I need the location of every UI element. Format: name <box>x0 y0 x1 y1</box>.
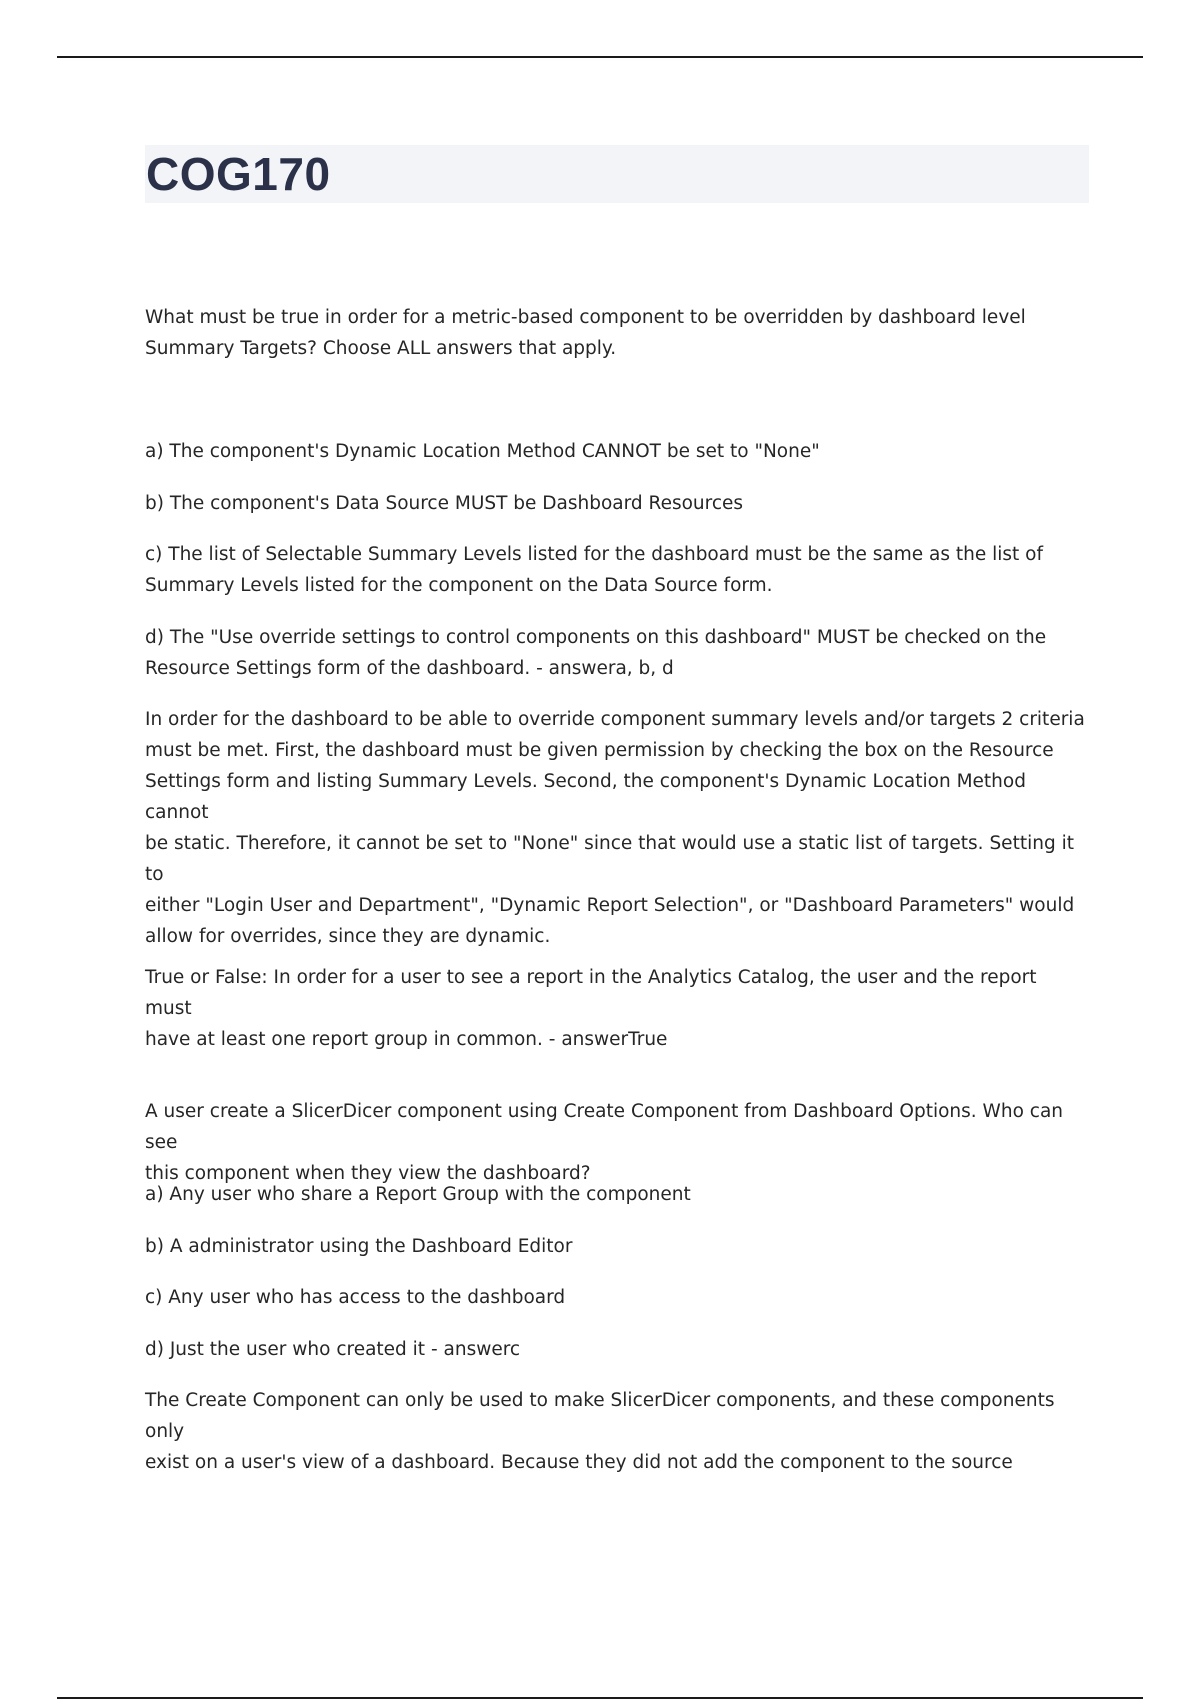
question-3-option-d-answer: d) Just the user who created it - answerc <box>145 1339 521 1360</box>
question-3-explanation: The Create Component can only be used to make SlicerDicer components, and these components only exist on a user's view of a dashboard. Because they did not add the component to the source <box>145 1390 1055 1473</box>
question-2-text-answer: True or False: In order for a user to see a report in the Analytics Catalog, the user and the report must have at least one report group in common. - answerTrue <box>145 967 1037 1050</box>
top-rule <box>57 56 1143 58</box>
bottom-rule <box>57 1697 1143 1699</box>
question-3-option-c: c) Any user who has access to the dashboard <box>145 1287 566 1308</box>
document-title: COG170 <box>146 148 331 200</box>
question-3-option-b: b) A administrator using the Dashboard Editor <box>145 1236 573 1257</box>
question-1-text: What must be true in order for a metric-based component to be overridden by dashboard level Summary Targets? Choose ALL answers that apply. <box>145 307 1026 359</box>
question-3-text: A user create a SlicerDicer component using Create Component from Dashboard Options. Who can see this component when they view the dashboard? <box>145 1101 1063 1184</box>
question-3-option-a: a) Any user who share a Report Group with the component <box>145 1184 691 1205</box>
question-1-explanation: In order for the dashboard to be able to override component summary levels and/or targets 2 criteria must be met. First, the dashboard must be given permission by checking the box on the Resource Settings form and listing Summary Levels. Second, the component's Dynamic Location Method cannot be static. Therefore, it cannot be set to "None" since that would use a static list of targets. Setting it to either "Login User and Department", "Dynamic Report Selection", or "Dashboard Parameters" would allow for overrides, since they are dynamic. <box>145 709 1085 947</box>
question-1-option-c: c) The list of Selectable Summary Levels listed for the dashboard must be the same as the list of Summary Levels listed for the component on the Data Source form. <box>145 544 1043 596</box>
question-1-option-b: b) The component's Data Source MUST be Dashboard Resources <box>145 493 744 514</box>
question-1-option-d-answer: d) The "Use override settings to control components on this dashboard" MUST be checked on the Resource Settings form of the dashboard. - answera, b, d <box>145 627 1047 679</box>
question-1-option-a: a) The component's Dynamic Location Method CANNOT be set to "None" <box>145 441 820 462</box>
